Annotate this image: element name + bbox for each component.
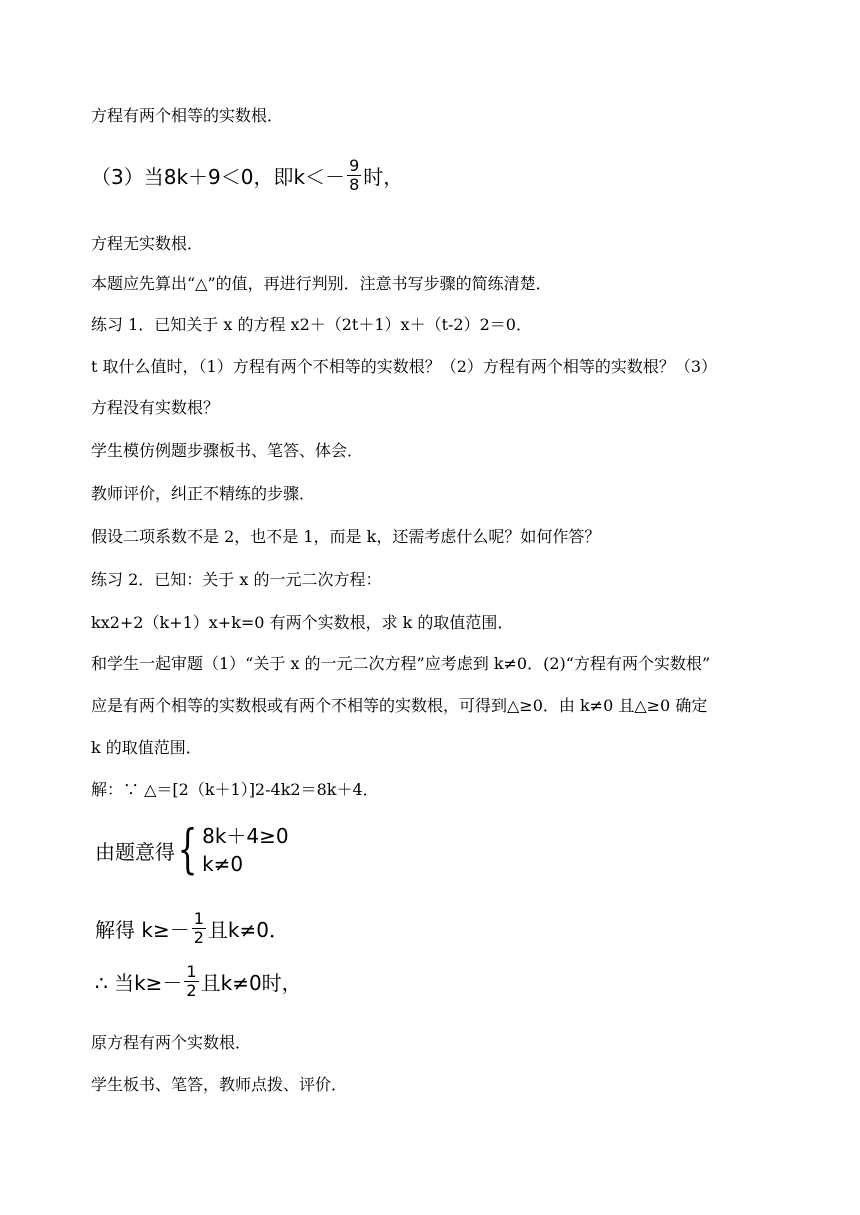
fraction — [184, 963, 198, 1000]
fraction — [347, 157, 361, 194]
fraction-numerator: 9 — [349, 156, 360, 175]
left-brace-icon: { — [177, 820, 198, 880]
text-line: 学生板书、笔答，教师点拨、评价． — [91, 1075, 348, 1094]
formula-text: （3）当8k＋9＜0，即k＜－ — [91, 165, 346, 189]
exercise-2-title: 练习 2．已知：关于 x 的一元二次方程： — [91, 570, 382, 589]
text-line: kx2+2（k+1）x+k=0 有两个实数根，求 k 的取值范围． — [91, 613, 514, 632]
formula-text: 由题意得 — [95, 839, 175, 864]
formula-text: 且k≠0． — [207, 918, 289, 942]
fraction-numerator: 1 — [193, 909, 204, 928]
formula-system — [95, 822, 289, 878]
formula-text: ∴ 当k≥－ — [95, 971, 183, 995]
solution-line: 解：∵ △＝[2（k＋1）]2-4k2＝8k＋4． — [91, 780, 379, 799]
text-line: 和学生一起审题（1）“关于 x 的一元二次方程”应考虑到 k≠0．(2)“方程有两个实数根” — [91, 654, 711, 673]
formula-case-3 — [91, 157, 403, 194]
formula-solve — [95, 910, 289, 947]
text-line: 方程没有实数根？ — [91, 398, 220, 417]
text-line: 教师评价，纠正不精练的步骤． — [91, 484, 316, 503]
text-line: 应是有两个相等的实数根或有两个不相等的实数根，可得到△≥0．由 k≠0 且△≥0 确定 — [91, 696, 708, 715]
fraction-denominator: 8 — [349, 175, 360, 194]
exercise-1-title: 练习 1．已知关于 x 的方程 x2＋（2t＋1）x＋（t-2）2＝0． — [91, 315, 532, 334]
fraction — [192, 910, 206, 947]
formula-therefore — [95, 963, 302, 1000]
text-line: 本题应先算出“△”的值，再进行判别．注意书写步骤的简练清楚． — [91, 274, 552, 293]
text-line: 假设二项系数不是 2，也不是 1，而是 k，还需考虑什么呢？如何作答？ — [91, 527, 601, 546]
text-line: 学生模仿例题步骤板书、笔答、体会． — [91, 441, 364, 460]
fraction-numerator: 1 — [186, 962, 197, 981]
fraction-denominator: 2 — [193, 928, 204, 947]
system-row: 8k＋4≥0 — [202, 824, 289, 848]
text-line: 方程有两个相等的实数根． — [91, 106, 284, 125]
fraction-denominator: 2 — [186, 981, 197, 1000]
text-line: k 的取值范围． — [91, 738, 202, 757]
text-line: 方程无实数根． — [91, 234, 204, 253]
text-line: t 取什么值时，（1）方程有两个不相等的实数根？（2）方程有两个相等的实数根？（3） — [91, 357, 718, 376]
system-row: k≠0 — [202, 852, 244, 876]
text-line: 原方程有两个实数根． — [91, 1033, 252, 1052]
formula-text: 解得 k≥－ — [95, 918, 190, 942]
equation-system — [202, 822, 289, 878]
formula-text: 且k≠0时， — [200, 971, 302, 995]
formula-text: 时， — [363, 165, 404, 189]
